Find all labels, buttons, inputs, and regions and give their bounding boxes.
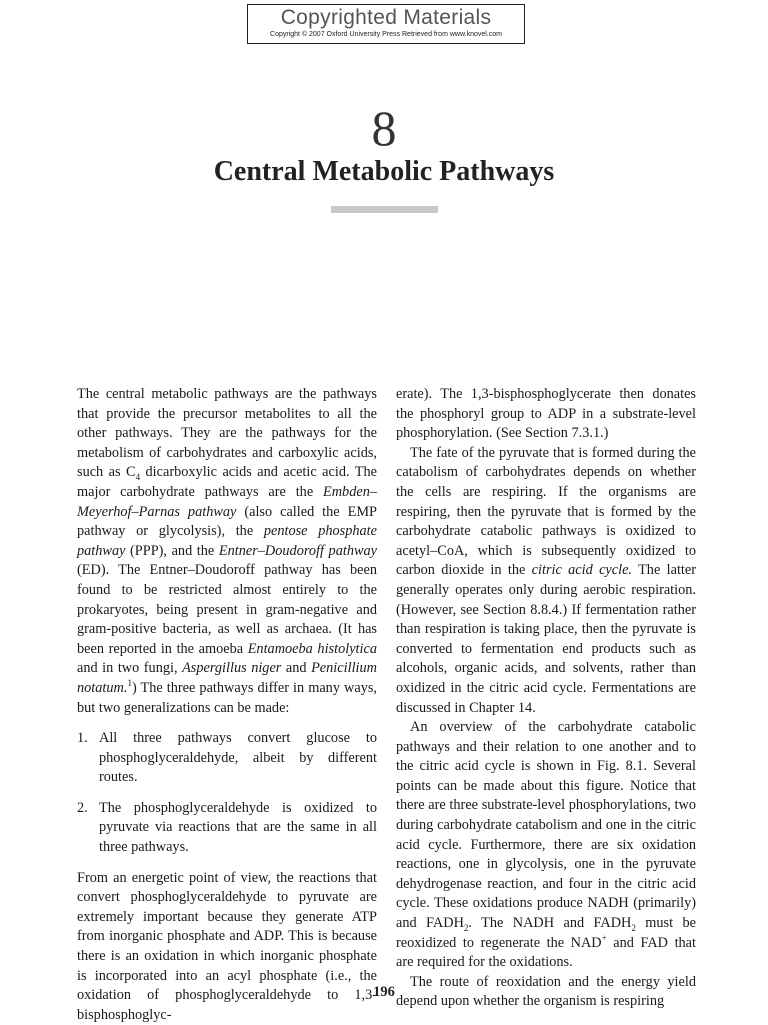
list-item: 1. All three pathways convert glucose to phosphoglyceraldehyde, albeit by different routes. — [77, 730, 377, 786]
pyruvate-fate-paragraph: The fate of the pyruvate that is formed during the catabolism of carbohydrates depends on whether the cells are respiring. If the organisms are respiring, then the pyruvate that is formed by the carbohydrate catabolic pathways is oxidized to acetyl–CoA, which is subsequently oxidized to carbon dioxide in the citric acid cycle. The latter generally operates only during aerobic respiration. (However, see Section 8.8.4.) If fermentation rather than respiration is taking place, then the pyruvate is converted to fermentation end products such as alcohols, organic acids, and solvents, rather than oxidized in the citric acid cycle. Fermentations are discussed in Chapter 14. — [396, 444, 696, 716]
banner-notice: Copyright © 2007 Oxford University Press Retrieved from www.knovel.com — [270, 31, 502, 38]
list-item: 2. The phosphoglyceraldehyde is oxidized to pyruvate via reactions that are the same in all three pathways. — [77, 799, 377, 856]
footnote-ref: 1 — [127, 678, 132, 689]
chapter-title: Central Metabolic Pathways — [213, 156, 555, 187]
intro-paragraph: The central metabolic pathways are the pathways that provide the precursor metabolites to all the other pathways. They are the pathways for the metabolism of carbohydrates and carboxylic acids, such as $C_4$ dicarboxylic acids and acetic acid. The major carbohydrate pathways are the Embden–Meyerhof–Parnas pathway (also called the EMP pathway or glycolysis), the pentose phosphate pathway (PPP), and the Entner–Doudoroff pathway (ED). The Entner–Doudoroff pathway has been found to be restricted almost entirely to the prokaryotes, being present in gram-negative and gram-positive bacteria, as well as archaea. (It has been reported in the amoeba Entamoeba histolytica and in two fungi, Aspergillus niger and Penicillium notatum.$^1$) The three pathways differ in many ways, but two generalizations can be made: — [77, 386, 377, 716]
energetics-paragraph: From an energetic point of view, the reactions that convert phosphoglyceraldehyde to pyruvate are extremely important because they generate ATP from inorganic phosphate and ADP. This is because there is an oxidation in which inorganic phosphate is incorporated into an acyl phosphate (i.e., the oxidation of phosphoglyceraldehyde to 1,3-bisphosphoglyc- — [77, 869, 377, 1023]
page-number: 196 — [373, 984, 395, 1000]
continued-paragraph: erate). The 1,3-bisphosphoglycerate then donates the phosphoryl group to ADP in a substrate-level phosphorylation. (See Section 7.3.1.) — [396, 386, 696, 442]
banner-title: Copyrighted Materials — [280, 6, 492, 29]
right-column — [396, 385, 696, 1012]
reoxidation-paragraph: The route of reoxidation and the energy yield depend upon whether the organism is respiring — [396, 973, 696, 1010]
left-column — [77, 385, 377, 1025]
copyright-banner — [247, 4, 525, 44]
overview-paragraph: An overview of the carbohydrate catabolic pathways and their relation to one another and to the citric acid cycle is shown in Fig. 8.1. Several points can be made about this figure. Notice that there are three substrate-level phosphorylations, two during carbohydrate catabolism and one in the citric acid cycle. Furthermore, there are six oxidation reactions, one in glycolysis, one in the pyruvate dehydrogenase reaction, and four in the citric acid cycle. These oxidations produce NADH (primarily) and $FADH_2$. The NADH and $FADH_2$ must be reoxidized to regenerate the NAD+ and FAD that are required for the oxidations. — [396, 719, 697, 971]
title-rule — [331, 206, 438, 213]
chapter-number: 8 — [371, 100, 397, 156]
generalizations-list — [77, 729, 377, 858]
